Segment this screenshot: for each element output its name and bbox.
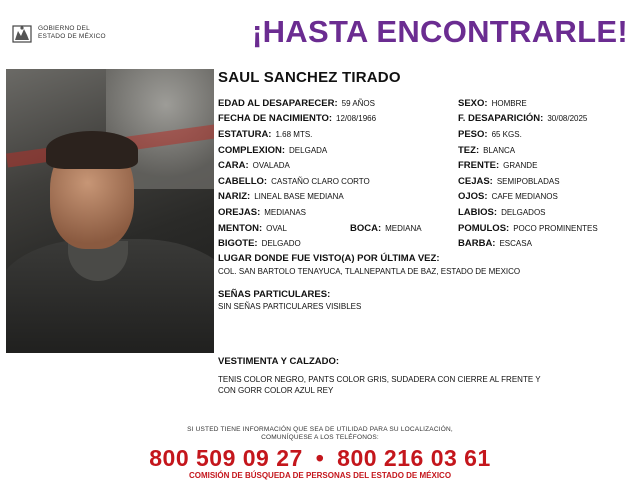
field-label: EDAD AL DESAPARECER: [218,98,338,109]
field-value: GRANDE [503,161,538,170]
field-edad [218,96,375,110]
footer-note-1: SI USTED TIENE INFORMACIÓN QUE SEA DE UTILIDAD PARA SU LOCALIZACIÓN, [187,426,453,433]
field-value: LINEAL BASE MEDIANA [254,192,344,201]
field-label: CEJAS: [458,176,493,187]
field-value: MEDIANAS [264,208,307,217]
field-cejas [458,174,560,188]
field-value: SEMIPOBLADAS [496,177,560,186]
field-value: 59 AÑOS [341,99,375,108]
field-label: BIGOTE: [218,238,258,249]
field-value: OVALADA [252,161,290,170]
field-value: 65 KGS. [491,130,522,139]
field-complexion [218,143,327,157]
field-label: FECHA DE NACIMIENTO: [218,113,332,124]
logo-line-1: GOBIERNO DEL [38,25,90,32]
person-photo [6,69,214,353]
field-estatura [218,127,312,141]
field-value: 12/08/1966 [336,114,377,123]
field-label: FRENTE: [458,160,500,171]
field-nariz [218,189,344,203]
field-tez [458,143,515,157]
phone-2: 800 216 03 61 [337,445,491,471]
field-value: MEDIANA [385,224,422,233]
field-label: OREJAS: [218,207,261,218]
clothing-title: VESTIMENTA Y CALZADO: [218,356,340,367]
field-value: 1.68 MTS. [275,130,313,139]
field-label: OJOS: [458,191,488,202]
field-boca [350,221,422,235]
field-value: ESCASA [499,239,532,248]
field-value: CASTAÑO CLARO CORTO [271,177,370,186]
field-value: DELGADO [261,239,301,248]
field-label: SEXO: [458,98,488,109]
field-value: 30/08/2025 [547,114,588,123]
clothing-line-2: CON GORR COLOR AZUL REY [218,386,334,395]
phone-separator: • [315,445,325,471]
field-value: DELGADA [289,146,328,155]
headline: ¡HASTA ENCONTRARLE! [252,14,628,49]
phone-1: 800 509 09 27 [149,445,303,471]
person-name: SAUL SANCHEZ TIRADO [218,69,401,86]
field-bigote [218,236,301,250]
field-label: F. DESAPARICIÓN: [458,113,544,124]
field-value: BLANCA [483,146,516,155]
field-orejas [218,205,306,219]
marks-title: SEÑAS PARTICULARES: [218,289,331,300]
field-label: NARIZ: [218,191,251,202]
field-label: TEZ: [458,145,480,156]
field-label: CARA: [218,160,249,171]
logo-text [38,25,106,41]
field-label: BARBA: [458,238,496,249]
last-seen-title: LUGAR DONDE FUE VISTO(A) POR ÚLTIMA VEZ: [218,253,440,264]
field-sexo [458,96,527,110]
field-frente [458,158,537,172]
field-ojos [458,189,558,203]
phone-numbers [0,445,640,472]
field-label: BOCA: [350,223,382,234]
last-seen-text: COL. SAN BARTOLO TENAYUCA, TLALNEPANTLA DE BAZ, ESTADO DE MEXICO [218,267,521,276]
field-value: CAFE MEDIANOS [491,192,558,201]
field-value: DELGADOS [501,208,546,217]
marks-text: SIN SEÑAS PARTICULARES VISIBLES [218,302,362,311]
field-label: CABELLO: [218,176,268,187]
logo-line-2: ESTADO DE MÉXICO [38,33,106,40]
field-label: PESO: [458,129,488,140]
field-value: OVAL [266,224,287,233]
field-peso [458,127,522,141]
field-label: MENTON: [218,223,263,234]
field-value: HOMBRE [491,99,527,108]
clothing-line-1: TENIS COLOR NEGRO, PANTS COLOR GRIS, SUDADERA CON CIERRE AL FRENTE Y [218,375,541,384]
field-label: ESTATURA: [218,129,272,140]
field-value: POCO PROMINENTES [513,224,598,233]
field-label: POMULOS: [458,223,510,234]
state-seal-icon [10,22,34,46]
field-labios [458,205,546,219]
government-logo [10,22,130,46]
commission-name: COMISIÓN DE BÚSQUEDA DE PERSONAS DEL ESTADO DE MÉXICO [188,471,452,480]
field-menton [218,221,287,235]
field-cabello [218,174,370,188]
field-pomulos [458,221,598,235]
field-desaparicion [458,111,587,125]
footer-note-2: COMUNÍQUESE A LOS TELÉFONOS: [261,434,379,441]
field-cara [218,158,290,172]
field-barba [458,236,532,250]
field-nacimiento [218,111,376,125]
field-label: COMPLEXION: [218,145,286,156]
field-label: LABIOS: [458,207,498,218]
